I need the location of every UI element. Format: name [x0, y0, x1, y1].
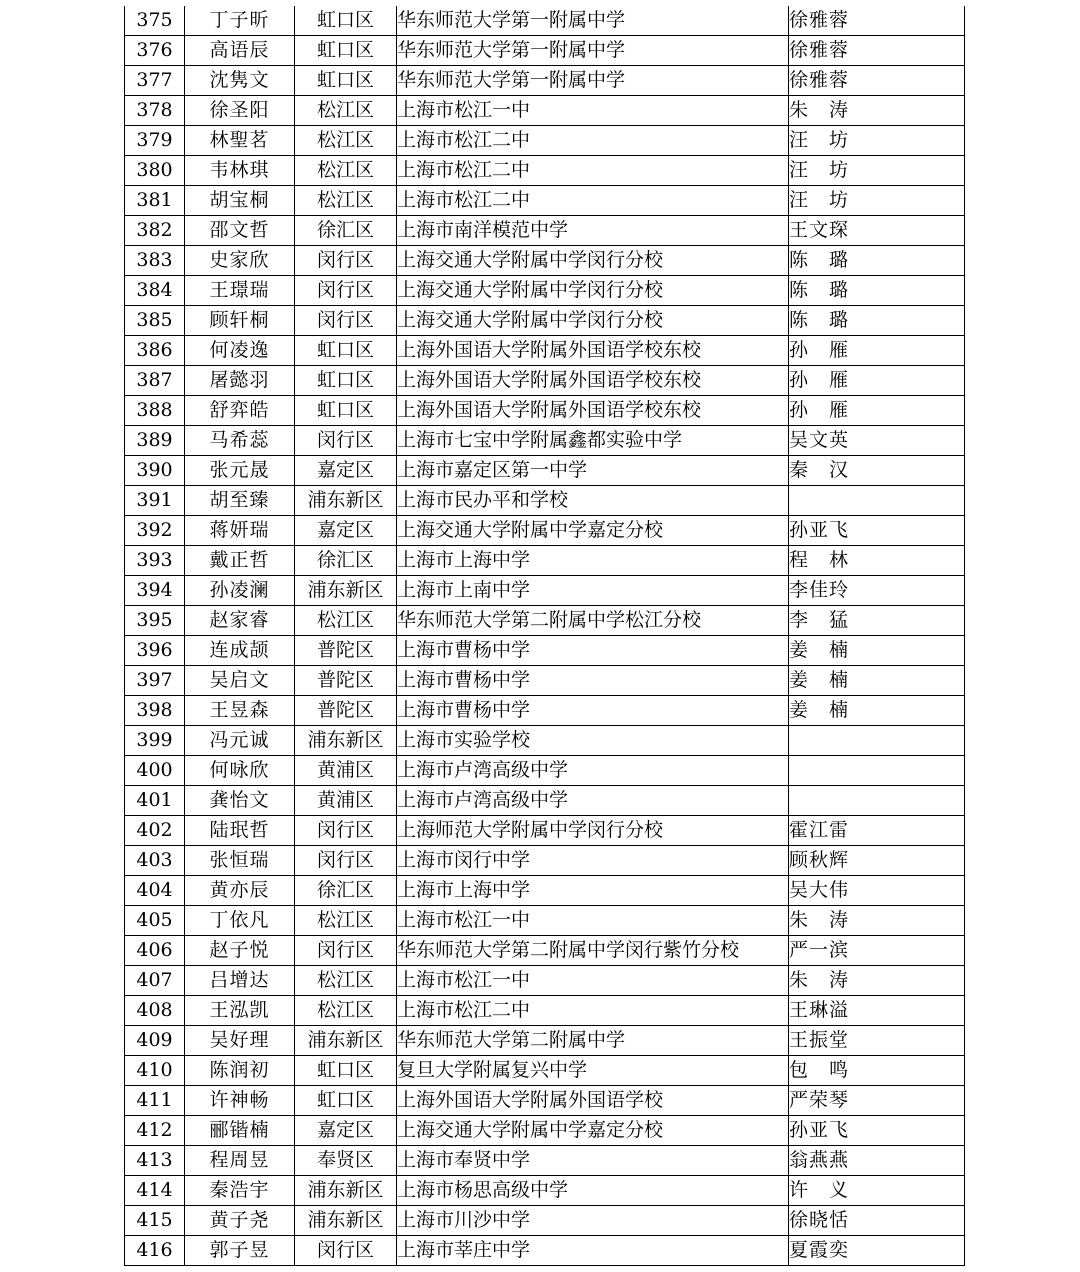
school-cell: 上海市奉贤中学 — [397, 1146, 789, 1176]
row-number-cell: 377 — [125, 66, 185, 96]
table-row — [125, 456, 965, 486]
row-number-cell: 399 — [125, 726, 185, 756]
row-number-cell: 378 — [125, 96, 185, 126]
district-cell: 浦东新区 — [295, 726, 397, 756]
row-number-cell: 394 — [125, 576, 185, 606]
student-name-cell: 何凌逸 — [185, 336, 295, 366]
school-cell: 上海市嘉定区第一中学 — [397, 456, 789, 486]
school-cell: 上海市实验学校 — [397, 726, 789, 756]
school-cell: 上海市七宝中学附属鑫都实验中学 — [397, 426, 789, 456]
row-number-cell: 403 — [125, 846, 185, 876]
school-cell: 上海交通大学附属中学闵行分校 — [397, 306, 789, 336]
table-row — [125, 246, 965, 276]
school-cell: 上海市上海中学 — [397, 876, 789, 906]
row-number-cell: 391 — [125, 486, 185, 516]
district-cell: 虹口区 — [295, 36, 397, 66]
student-name-cell: 丁依凡 — [185, 906, 295, 936]
teacher-cell: 孙亚飞 — [789, 516, 965, 546]
district-cell: 虹口区 — [295, 66, 397, 96]
table-row — [125, 786, 965, 816]
teacher-cell: 王振堂 — [789, 1026, 965, 1056]
student-name-cell: 徐圣阳 — [185, 96, 295, 126]
school-cell: 华东师范大学第二附属中学松江分校 — [397, 606, 789, 636]
district-cell: 闵行区 — [295, 846, 397, 876]
district-cell: 浦东新区 — [295, 1026, 397, 1056]
district-cell: 松江区 — [295, 126, 397, 156]
table-row — [125, 846, 965, 876]
district-cell: 松江区 — [295, 606, 397, 636]
student-name-cell: 林聖茗 — [185, 126, 295, 156]
row-number-cell: 385 — [125, 306, 185, 336]
student-name-cell: 冯元诚 — [185, 726, 295, 756]
school-cell: 华东师范大学第二附属中学闵行紫竹分校 — [397, 936, 789, 966]
district-cell: 闵行区 — [295, 246, 397, 276]
row-number-cell: 383 — [125, 246, 185, 276]
district-cell: 奉贤区 — [295, 1146, 397, 1176]
school-cell: 上海市松江二中 — [397, 126, 789, 156]
teacher-cell: 孙 雁 — [789, 396, 965, 426]
school-cell: 上海市莘庄中学 — [397, 1236, 789, 1266]
table-row — [125, 1236, 965, 1266]
table-row — [125, 366, 965, 396]
table-row — [125, 306, 965, 336]
student-name-cell: 戴正哲 — [185, 546, 295, 576]
school-cell: 上海外国语大学附属外国语学校东校 — [397, 366, 789, 396]
teacher-cell: 朱 涛 — [789, 906, 965, 936]
student-name-cell: 吴好理 — [185, 1026, 295, 1056]
table-row — [125, 156, 965, 186]
district-cell: 虹口区 — [295, 1056, 397, 1086]
table-row — [125, 36, 965, 66]
school-cell: 上海市松江一中 — [397, 966, 789, 996]
table-row — [125, 546, 965, 576]
student-name-cell: 秦浩宇 — [185, 1176, 295, 1206]
table-row — [125, 276, 965, 306]
table-row — [125, 1206, 965, 1236]
student-name-cell: 王泓凯 — [185, 996, 295, 1026]
school-cell: 华东师范大学第一附属中学 — [397, 36, 789, 66]
school-cell: 上海市闵行中学 — [397, 846, 789, 876]
table-row — [125, 6, 965, 36]
row-number-cell: 380 — [125, 156, 185, 186]
student-name-cell: 韦林琪 — [185, 156, 295, 186]
student-name-cell: 许神畅 — [185, 1086, 295, 1116]
table-row — [125, 726, 965, 756]
school-cell: 上海市松江一中 — [397, 96, 789, 126]
row-number-cell: 379 — [125, 126, 185, 156]
row-number-cell: 401 — [125, 786, 185, 816]
row-number-cell: 389 — [125, 426, 185, 456]
teacher-cell: 汪 坊 — [789, 186, 965, 216]
table-row — [125, 1086, 965, 1116]
student-name-cell: 张恒瑞 — [185, 846, 295, 876]
student-name-cell: 吴启文 — [185, 666, 295, 696]
table-row — [125, 1146, 965, 1176]
student-name-cell: 郭子昱 — [185, 1236, 295, 1266]
teacher-cell — [789, 756, 965, 786]
row-number-cell: 384 — [125, 276, 185, 306]
district-cell: 松江区 — [295, 906, 397, 936]
school-cell: 上海市曹杨中学 — [397, 696, 789, 726]
row-number-cell: 396 — [125, 636, 185, 666]
student-name-cell: 王昱森 — [185, 696, 295, 726]
teacher-cell: 包 鸣 — [789, 1056, 965, 1086]
table-row — [125, 996, 965, 1026]
table-row — [125, 936, 965, 966]
table-row — [125, 576, 965, 606]
table-row — [125, 336, 965, 366]
award-list-table — [124, 6, 965, 1266]
district-cell: 普陀区 — [295, 666, 397, 696]
row-number-cell: 398 — [125, 696, 185, 726]
table-row — [125, 66, 965, 96]
school-cell: 上海外国语大学附属外国语学校东校 — [397, 336, 789, 366]
table-row — [125, 876, 965, 906]
district-cell: 闵行区 — [295, 276, 397, 306]
student-name-cell: 舒弈皓 — [185, 396, 295, 426]
teacher-cell: 吴文英 — [789, 426, 965, 456]
district-cell: 闵行区 — [295, 426, 397, 456]
school-cell: 上海市松江二中 — [397, 996, 789, 1026]
teacher-cell: 陈 璐 — [789, 306, 965, 336]
row-number-cell: 390 — [125, 456, 185, 486]
district-cell: 松江区 — [295, 186, 397, 216]
district-cell: 浦东新区 — [295, 486, 397, 516]
student-name-cell: 程周昱 — [185, 1146, 295, 1176]
school-cell: 上海市曹杨中学 — [397, 636, 789, 666]
district-cell: 虹口区 — [295, 336, 397, 366]
school-cell: 上海市上南中学 — [397, 576, 789, 606]
row-number-cell: 402 — [125, 816, 185, 846]
table-body — [125, 6, 965, 1266]
school-cell: 上海交通大学附属中学闵行分校 — [397, 246, 789, 276]
table-row — [125, 426, 965, 456]
row-number-cell: 395 — [125, 606, 185, 636]
teacher-cell: 程 林 — [789, 546, 965, 576]
district-cell: 闵行区 — [295, 306, 397, 336]
teacher-cell: 孙亚飞 — [789, 1116, 965, 1146]
teacher-cell: 徐雅蓉 — [789, 66, 965, 96]
teacher-cell: 秦 汉 — [789, 456, 965, 486]
table-row — [125, 516, 965, 546]
district-cell: 松江区 — [295, 96, 397, 126]
row-number-cell: 412 — [125, 1116, 185, 1146]
school-cell: 上海市松江二中 — [397, 156, 789, 186]
table-row — [125, 396, 965, 426]
table-row — [125, 606, 965, 636]
row-number-cell: 406 — [125, 936, 185, 966]
row-number-cell: 392 — [125, 516, 185, 546]
student-name-cell: 何咏欣 — [185, 756, 295, 786]
district-cell: 闵行区 — [295, 936, 397, 966]
school-cell: 上海市松江二中 — [397, 186, 789, 216]
district-cell: 徐汇区 — [295, 216, 397, 246]
student-name-cell: 蒋妍瑞 — [185, 516, 295, 546]
student-name-cell: 黄亦辰 — [185, 876, 295, 906]
district-cell: 黄浦区 — [295, 756, 397, 786]
school-cell: 华东师范大学第一附属中学 — [397, 6, 789, 36]
student-name-cell: 吕增达 — [185, 966, 295, 996]
student-name-cell: 赵子悦 — [185, 936, 295, 966]
district-cell: 虹口区 — [295, 396, 397, 426]
student-name-cell: 张元晟 — [185, 456, 295, 486]
table-row — [125, 126, 965, 156]
row-number-cell: 376 — [125, 36, 185, 66]
teacher-cell — [789, 786, 965, 816]
school-cell: 华东师范大学第二附属中学 — [397, 1026, 789, 1056]
school-cell: 上海市民办平和学校 — [397, 486, 789, 516]
teacher-cell: 王文琛 — [789, 216, 965, 246]
teacher-cell: 姜 楠 — [789, 666, 965, 696]
teacher-cell: 姜 楠 — [789, 696, 965, 726]
row-number-cell: 375 — [125, 6, 185, 36]
teacher-cell: 徐雅蓉 — [789, 6, 965, 36]
table-row — [125, 966, 965, 996]
district-cell: 嘉定区 — [295, 1116, 397, 1146]
teacher-cell: 吴大伟 — [789, 876, 965, 906]
school-cell: 上海市曹杨中学 — [397, 666, 789, 696]
district-cell: 闵行区 — [295, 816, 397, 846]
student-name-cell: 陈润初 — [185, 1056, 295, 1086]
teacher-cell: 王琳溢 — [789, 996, 965, 1026]
teacher-cell: 严荣琴 — [789, 1086, 965, 1116]
row-number-cell: 407 — [125, 966, 185, 996]
table-row — [125, 636, 965, 666]
district-cell: 闵行区 — [295, 1236, 397, 1266]
teacher-cell: 李佳玲 — [789, 576, 965, 606]
teacher-cell: 夏霞奕 — [789, 1236, 965, 1266]
row-number-cell: 393 — [125, 546, 185, 576]
teacher-cell: 汪 坊 — [789, 126, 965, 156]
table-row — [125, 756, 965, 786]
table-row — [125, 816, 965, 846]
teacher-cell: 徐雅蓉 — [789, 36, 965, 66]
school-cell: 上海市卢湾高级中学 — [397, 786, 789, 816]
district-cell: 松江区 — [295, 966, 397, 996]
row-number-cell: 387 — [125, 366, 185, 396]
row-number-cell: 408 — [125, 996, 185, 1026]
school-cell: 上海市上海中学 — [397, 546, 789, 576]
student-name-cell: 黄子尧 — [185, 1206, 295, 1236]
district-cell: 虹口区 — [295, 366, 397, 396]
row-number-cell: 400 — [125, 756, 185, 786]
teacher-cell: 严一滨 — [789, 936, 965, 966]
student-name-cell: 马希蕊 — [185, 426, 295, 456]
school-cell: 上海交通大学附属中学嘉定分校 — [397, 516, 789, 546]
table-row — [125, 1176, 965, 1206]
table-row — [125, 1116, 965, 1146]
table-row — [125, 1056, 965, 1086]
table-row — [125, 696, 965, 726]
district-cell: 普陀区 — [295, 696, 397, 726]
teacher-cell — [789, 726, 965, 756]
student-name-cell: 赵家睿 — [185, 606, 295, 636]
teacher-cell: 徐晓恬 — [789, 1206, 965, 1236]
student-name-cell: 郦锴楠 — [185, 1116, 295, 1146]
student-name-cell: 胡至臻 — [185, 486, 295, 516]
row-number-cell: 416 — [125, 1236, 185, 1266]
row-number-cell: 411 — [125, 1086, 185, 1116]
student-name-cell: 龚怡文 — [185, 786, 295, 816]
student-name-cell: 胡宝桐 — [185, 186, 295, 216]
school-cell: 上海市南洋模范中学 — [397, 216, 789, 246]
row-number-cell: 405 — [125, 906, 185, 936]
school-cell: 上海市杨思高级中学 — [397, 1176, 789, 1206]
row-number-cell: 414 — [125, 1176, 185, 1206]
district-cell: 虹口区 — [295, 1086, 397, 1116]
district-cell: 徐汇区 — [295, 546, 397, 576]
row-number-cell: 386 — [125, 336, 185, 366]
teacher-cell — [789, 486, 965, 516]
teacher-cell: 陈 璐 — [789, 276, 965, 306]
teacher-cell: 许 义 — [789, 1176, 965, 1206]
row-number-cell: 413 — [125, 1146, 185, 1176]
teacher-cell: 汪 坊 — [789, 156, 965, 186]
school-cell: 上海交通大学附属中学嘉定分校 — [397, 1116, 789, 1146]
teacher-cell: 孙 雁 — [789, 336, 965, 366]
table-row — [125, 1026, 965, 1056]
row-number-cell: 397 — [125, 666, 185, 696]
teacher-cell: 翁燕燕 — [789, 1146, 965, 1176]
table-row — [125, 96, 965, 126]
student-name-cell: 史家欣 — [185, 246, 295, 276]
school-cell: 上海外国语大学附属外国语学校 — [397, 1086, 789, 1116]
student-name-cell: 邵文哲 — [185, 216, 295, 246]
teacher-cell: 陈 璐 — [789, 246, 965, 276]
school-cell: 上海市川沙中学 — [397, 1206, 789, 1236]
table-row — [125, 666, 965, 696]
student-name-cell: 王璟瑞 — [185, 276, 295, 306]
district-cell: 浦东新区 — [295, 1176, 397, 1206]
table-row — [125, 186, 965, 216]
student-name-cell: 孙凌澜 — [185, 576, 295, 606]
district-cell: 浦东新区 — [295, 576, 397, 606]
row-number-cell: 381 — [125, 186, 185, 216]
student-name-cell: 高语辰 — [185, 36, 295, 66]
student-name-cell: 连成颉 — [185, 636, 295, 666]
row-number-cell: 382 — [125, 216, 185, 246]
district-cell: 松江区 — [295, 996, 397, 1026]
teacher-cell: 姜 楠 — [789, 636, 965, 666]
teacher-cell: 霍江雷 — [789, 816, 965, 846]
teacher-cell: 朱 涛 — [789, 966, 965, 996]
teacher-cell: 李 猛 — [789, 606, 965, 636]
student-name-cell: 沈隽文 — [185, 66, 295, 96]
student-name-cell: 丁子昕 — [185, 6, 295, 36]
table-row — [125, 906, 965, 936]
row-number-cell: 410 — [125, 1056, 185, 1086]
district-cell: 嘉定区 — [295, 456, 397, 486]
district-cell: 黄浦区 — [295, 786, 397, 816]
row-number-cell: 388 — [125, 396, 185, 426]
row-number-cell: 404 — [125, 876, 185, 906]
teacher-cell: 朱 涛 — [789, 96, 965, 126]
school-cell: 上海市松江一中 — [397, 906, 789, 936]
school-cell: 上海外国语大学附属外国语学校东校 — [397, 396, 789, 426]
school-cell: 上海交通大学附属中学闵行分校 — [397, 276, 789, 306]
student-name-cell: 陆珉哲 — [185, 816, 295, 846]
row-number-cell: 415 — [125, 1206, 185, 1236]
student-name-cell: 顾轩桐 — [185, 306, 295, 336]
district-cell: 徐汇区 — [295, 876, 397, 906]
district-cell: 嘉定区 — [295, 516, 397, 546]
table-row — [125, 486, 965, 516]
student-name-cell: 屠懿羽 — [185, 366, 295, 396]
school-cell: 上海市卢湾高级中学 — [397, 756, 789, 786]
school-cell: 复旦大学附属复兴中学 — [397, 1056, 789, 1086]
district-cell: 浦东新区 — [295, 1206, 397, 1236]
school-cell: 华东师范大学第一附属中学 — [397, 66, 789, 96]
school-cell: 上海师范大学附属中学闵行分校 — [397, 816, 789, 846]
district-cell: 虹口区 — [295, 6, 397, 36]
district-cell: 松江区 — [295, 156, 397, 186]
table-row — [125, 216, 965, 246]
teacher-cell: 孙 雁 — [789, 366, 965, 396]
teacher-cell: 顾秋辉 — [789, 846, 965, 876]
district-cell: 普陀区 — [295, 636, 397, 666]
row-number-cell: 409 — [125, 1026, 185, 1056]
